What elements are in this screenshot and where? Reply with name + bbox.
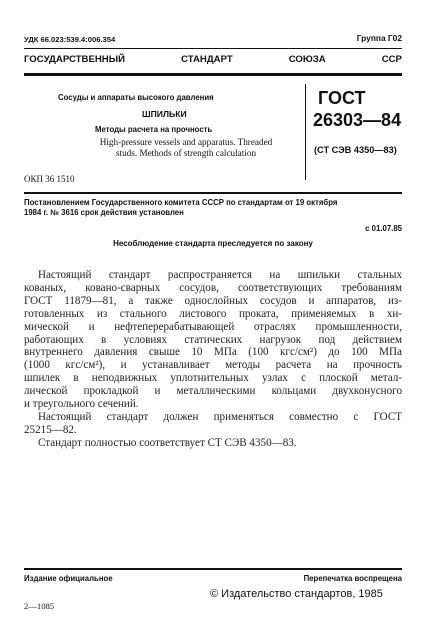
gost-number: 26303—84 [313, 110, 402, 130]
title-divider [305, 84, 306, 180]
title-methods: Методы расчета на прочность [95, 125, 213, 134]
gost-label: ГОСТ [318, 88, 366, 108]
copyright: © Издательство стандартов, 1985 [210, 588, 383, 600]
legal-notice: Несоблюдение стандарта преследуется по закону [113, 239, 313, 248]
body-line: ГОСТ 11879—81, а также однослойных сосудов и аппаратов, из- [24, 294, 402, 307]
body-line: внутреннего давления свыше 10 МПа (100 кгс/см²) до 100 МПа [24, 346, 402, 359]
body-line: лической прокладкой и металлическими кольцами двухконусного [24, 385, 402, 398]
banner-word: СОЮЗА [288, 54, 326, 65]
sheet-number: 2—1085 [24, 601, 55, 611]
body-line: шпилек в неподвижных уплотнительных узлах с плоской метал- [24, 372, 402, 385]
decree-line: Постановлением Государственного комитета СССР по стандартам от 19 октября [24, 198, 338, 207]
group-code: Группа Г02 [356, 33, 402, 43]
banner-word: СТАНДАРТ [181, 54, 233, 65]
st-sev-reference: (СТ СЭВ 4350—83) [314, 145, 397, 155]
okp-code: ОКП 36 1510 [24, 174, 75, 184]
effective-date: с 01.07.85 [365, 224, 402, 233]
body-line: 25215—82. [24, 423, 77, 436]
official-edition: Издание официальное [24, 574, 113, 583]
banner-rule [24, 73, 402, 76]
body-line: Стандарт полностью соответствует СТ СЭВ 4350—83. [38, 436, 297, 449]
reprint-prohibited: Перепечатка воспрещена [303, 574, 402, 583]
body-line: кованых, ковано-сварных сосудов, соответствующих требованиям [24, 281, 402, 294]
footer-rule [24, 568, 402, 570]
body-line: готовленных из стального листового проката, применяемых в хи- [24, 307, 402, 320]
english-title-line: High-pressure vessels and apparatus. Threaded [99, 137, 273, 147]
body-line: Настоящий стандарт должен применяться совместно с ГОСТ [38, 410, 402, 423]
body-line: Настоящий стандарт распространяется на шпильки стальных [38, 269, 402, 281]
decree-rule [24, 192, 402, 194]
udk-code: УДК 66.023:539.4:006.354 [24, 35, 116, 44]
english-title [66, 137, 306, 158]
body-line: (1000 кгс/см²), и устанавливает методы расчета на прочность [24, 359, 402, 372]
body-line: и треугольного сечений. [24, 398, 139, 411]
title-studs: ШПИЛЬКИ [142, 109, 187, 119]
standard-body [24, 269, 402, 450]
state-standard-banner [24, 54, 402, 65]
decree-line: 1984 г. № 3616 срок действия установлен [24, 208, 184, 217]
body-line: мической и нефтеперерабатывающей отраслях промышленности, [24, 320, 402, 333]
english-title-line: studs. Methods of strength calculation [115, 147, 257, 158]
top-rule [24, 48, 402, 49]
title-vessels: Сосуды и аппараты высокого давления [58, 93, 214, 102]
banner-word: ГОСУДАРСТВЕННЫЙ [24, 54, 126, 65]
body-line: работающих в условиях статических нагрузок под действием [24, 333, 402, 346]
banner-word: ССР [381, 54, 402, 65]
